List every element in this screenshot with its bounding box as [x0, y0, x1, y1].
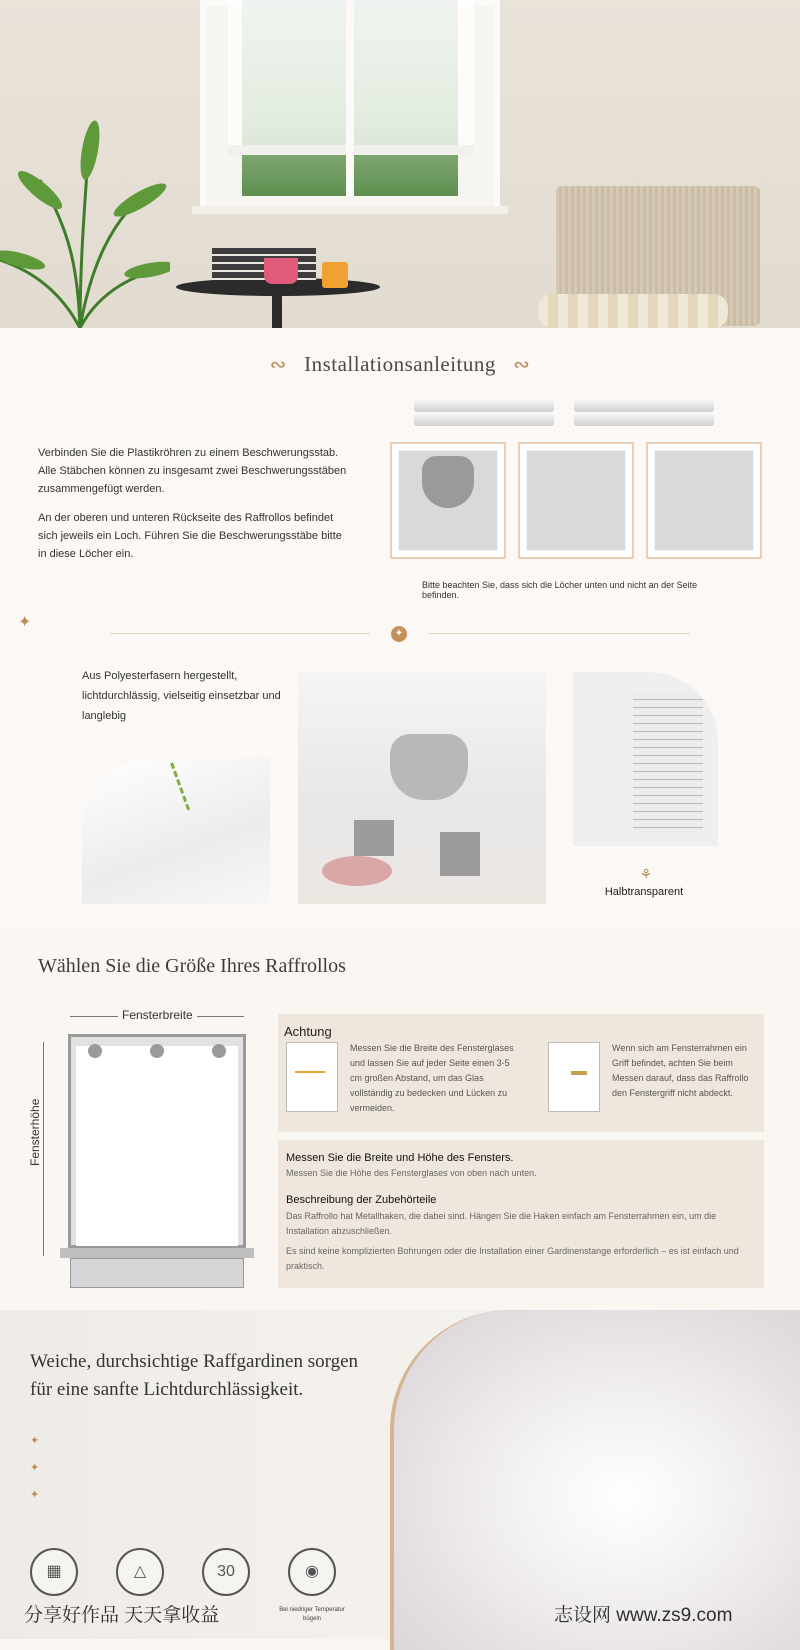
low-iron-icon: ◉ [288, 1548, 336, 1596]
diagram-finished [646, 442, 762, 559]
divider-badge-icon: ✦ [391, 626, 407, 642]
cushion [538, 294, 728, 328]
petal-decoration [322, 856, 392, 886]
hook-icon [150, 1044, 164, 1058]
flourish-left-icon: ∾ [269, 354, 287, 376]
installation-heading: ∾ Installationsanleitung ∾ [269, 352, 531, 376]
watermark-left: 分享好作品 天天拿收益 [24, 1605, 220, 1626]
diagram-rod-insert [518, 442, 634, 559]
diagram-hole [390, 442, 506, 559]
material-description: Aus Polyesterfasern hergestellt, lichtdurchlässig, vielseitig einsetzbar und langlebig [82, 670, 281, 722]
install-note: Bitte beachten Sie, dass sich die Löcher unten und nicht an der Seite befinden. [422, 580, 698, 600]
arrow-icon [295, 1071, 325, 1073]
clip-icon [354, 820, 394, 856]
attention-text-handle: Wenn sich am Fensterrahmen ein Griff befindet, achten Sie beim Messen darauf, dass das Raffrollo den Fenstergriff nicht abdeckt. [612, 1043, 749, 1098]
wall-base-diagram [70, 1258, 244, 1288]
low-iron-label: Bei niedriger Temperatur bügeln [279, 1607, 345, 1622]
handle-icon [571, 1071, 587, 1075]
install-step-1: Verbinden Sie die Plastikröhren zu einem Beschwerungsstab. Alle Stäbchen können zu insgesamt zwei Beschwerungsstäben zusammengefügt werden. [38, 447, 347, 495]
curtain-diagram [76, 1046, 238, 1246]
attention-text-gap: Messen Sie die Breite des Fensterglases und lassen Sie auf jeder Seite einen 3-5 cm großen Abstand, um das Glas vollständig zu bedecken und Lücken zu vermeiden. [350, 1043, 514, 1113]
diagram-fabric [526, 450, 626, 551]
bullet-icon: ✦ [30, 1435, 40, 1447]
window-sill-diagram [60, 1248, 254, 1258]
size-heading: Wählen Sie die Größe Ihres Raffrollos [38, 955, 346, 977]
gap-measure-image [286, 1042, 338, 1112]
hook-icon [212, 1044, 226, 1058]
measure-text: Messen Sie die Höhe des Fensterglases von oben nach unten. [286, 1168, 537, 1178]
attention-title: Achtung [284, 1024, 332, 1039]
fabric-photo [82, 758, 270, 904]
hook-detail-photo [298, 672, 546, 904]
newspaper-texture [633, 692, 703, 832]
halbtransparent-label: Halbtransparent [604, 886, 684, 898]
measure-title: Messen Sie die Breite und Höhe des Fensters. [286, 1152, 514, 1164]
accessory-title: Beschreibung der Zubehörteile [286, 1194, 437, 1206]
weight-rod [574, 414, 714, 426]
weight-rod [414, 414, 554, 426]
sparkle-icon: ✦ [18, 614, 32, 631]
hook-icon [422, 456, 474, 508]
bottom-heading-line1: Weiche, durchsichtige Raffgardinen sorgen [30, 1351, 359, 1372]
bullet-icon: ✦ [30, 1462, 40, 1474]
mug [322, 262, 348, 288]
weight-rod [574, 400, 714, 412]
clip-icon [440, 832, 480, 876]
fleur-icon: ⚘ [639, 866, 653, 882]
window-mullion [346, 0, 354, 196]
no-bleach-icon: △ [116, 1548, 164, 1596]
width-label: Fensterbreite [118, 1008, 197, 1022]
wash-30-icon: 30 [202, 1548, 250, 1596]
sheer-fabric-photo [390, 1310, 800, 1650]
height-dimension-line [43, 1042, 44, 1256]
accessory-text: Das Raffrollo hat Metallhaken, die dabei sind. Hängen Sie die Haken einfach am Fensterrahmen ein, um die Installation abzuschließen. [286, 1211, 717, 1236]
translucent-fabric-photo [573, 672, 718, 846]
bullet-icon: ✦ [30, 1489, 40, 1501]
window-handle-image [548, 1042, 600, 1112]
divider-line [428, 633, 690, 634]
leaf-detail [170, 758, 209, 810]
weave-icon: ▦ [30, 1548, 78, 1596]
bottom-heading [30, 1348, 450, 1404]
diagram-fabric [654, 450, 754, 551]
weight-rod [414, 400, 554, 412]
window-sill [192, 206, 508, 214]
divider-line [110, 633, 370, 634]
metal-hook-icon [390, 734, 468, 800]
height-label: Fensterhöhe [28, 1095, 42, 1170]
table-leg [272, 290, 282, 328]
hook-icon [88, 1044, 102, 1058]
accessory-text-2: Es sind keine komplizierten Bohrungen oder die Installation einer Gardinenstange erforderlich – es ist einfach und praktisch. [286, 1246, 739, 1271]
palm-plant [0, 120, 170, 328]
watermark-right: 志设网 www.zs9.com [554, 1605, 733, 1626]
bottom-heading-line2: für eine sanfte Lichtdurchlässigkeit. [30, 1379, 304, 1400]
flourish-right-icon: ∾ [513, 354, 531, 376]
plant-pot [264, 258, 298, 284]
install-step-2: An der oberen und unteren Rückseite des Raffrollos befindet sich jeweils ein Loch. Führen Sie die Beschwerungsstäbe bitte in diese Löcher ein. [38, 512, 342, 560]
